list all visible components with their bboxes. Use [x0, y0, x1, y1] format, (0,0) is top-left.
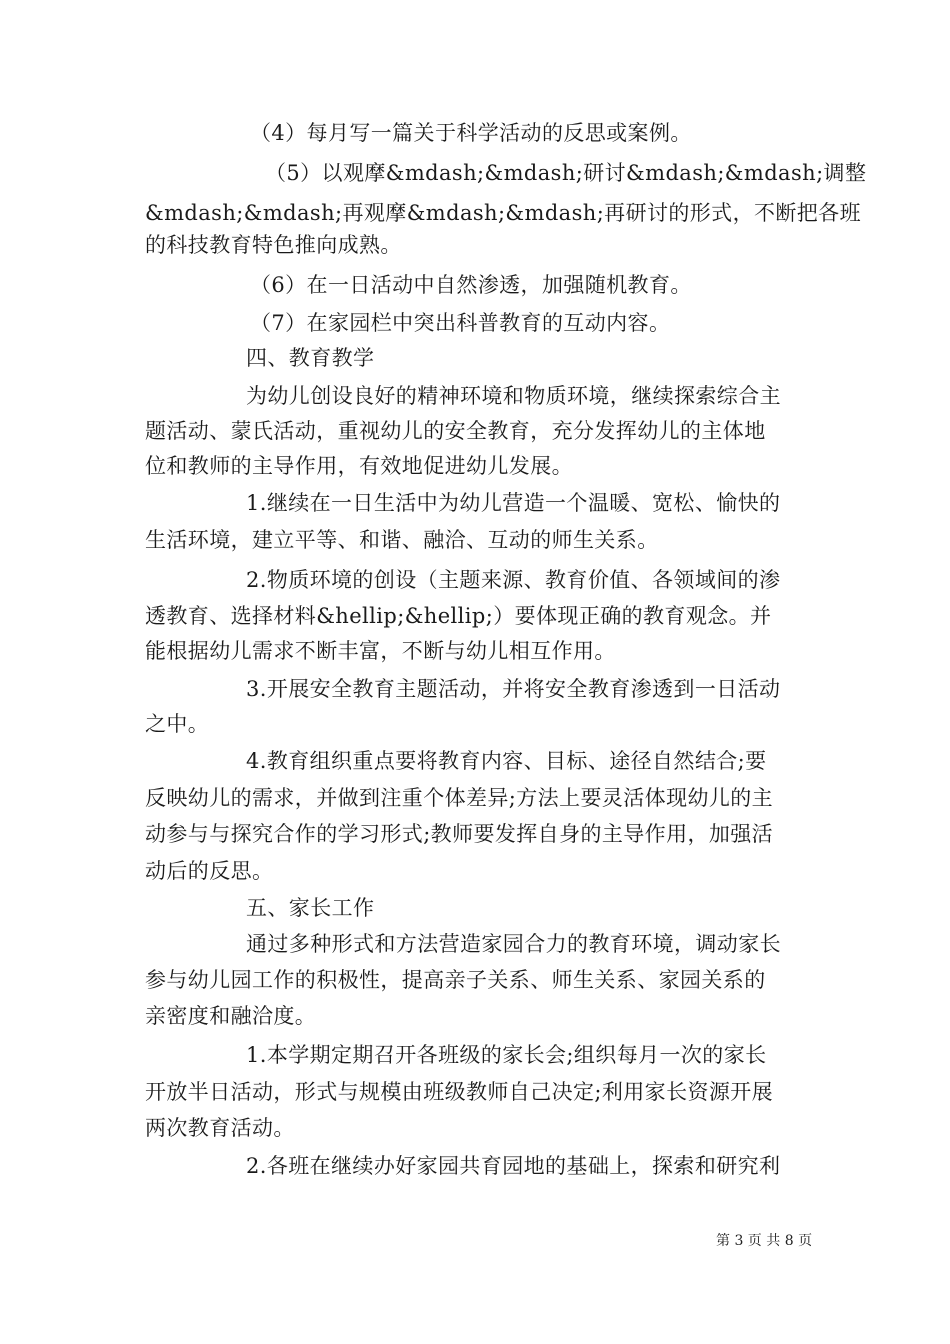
text-line: 动后的反思。 [145, 859, 274, 883]
text-line: 通过多种形式和方法营造家园合力的教育环境，调动家长 [246, 932, 781, 956]
text-line: 4.教育组织重点要将教育内容、目标、途径自然结合;要 [246, 749, 767, 773]
text-line: 两次教育活动。 [145, 1116, 295, 1140]
text-line: 1.本学期定期召开各班级的家长会;组织每月一次的家长 [246, 1043, 767, 1067]
text-line: 透教育、选择材料&hellip;&hellip;）要体现正确的教育观念。并 [145, 604, 772, 628]
text-line: &mdash;&mdash;再观摩&mdash;&mdash;再研讨的形式，不断把各班 [145, 201, 861, 225]
text-line: （7）在家园栏中突出科普教育的互动内容。 [250, 311, 671, 335]
text-line: 亲密度和融洽度。 [145, 1004, 317, 1028]
text-line: 能根据幼儿需求不断丰富，不断与幼儿相互作用。 [145, 639, 616, 663]
section-heading: 四、教育教学 [246, 346, 375, 370]
text-line: （6）在一日活动中自然渗透，加强随机教育。 [250, 273, 692, 297]
text-line: 参与幼儿园工作的积极性，提高亲子关系、师生关系、家园关系的 [145, 968, 766, 992]
section-heading: 五、家长工作 [246, 896, 375, 920]
text-line: 位和教师的主导作用，有效地促进幼儿发展。 [145, 454, 573, 478]
text-line: 题活动、蒙氏活动，重视幼儿的安全教育，充分发挥幼儿的主体地 [145, 419, 766, 443]
text-line: 之中。 [145, 712, 210, 736]
text-line: 生活环境，建立平等、和谐、融洽、互动的师生关系。 [145, 528, 659, 552]
text-line: 2.物质环境的创设（主题来源、教育价值、各领域间的渗 [246, 568, 781, 592]
text-line: 反映幼儿的需求，并做到注重个体差异;方法上要灵活体现幼儿的主 [145, 786, 774, 810]
text-line: 动参与与探究合作的学习形式;教师要发挥自身的主导作用，加强活 [145, 822, 774, 846]
text-line: 2.各班在继续办好家园共育园地的基础上，探索和研究利 [246, 1154, 781, 1178]
text-line: （5）以观摩&mdash;&mdash;研讨&mdash;&mdash;调整 [265, 161, 867, 185]
text-line: 的科技教育特色推向成熟。 [145, 233, 402, 257]
text-line: 开放半日活动，形式与规模由班级教师自己决定;利用家长资源开展 [145, 1080, 774, 1104]
text-line: 为幼儿创设良好的精神环境和物质环境，继续探索综合主 [246, 384, 781, 408]
text-line: （4）每月写一篇关于科学活动的反思或案例。 [250, 121, 692, 145]
page-number: 第 3 页 共 8 页 [716, 1233, 813, 1249]
text-line: 3.开展安全教育主题活动，并将安全教育渗透到一日活动 [246, 677, 781, 701]
text-line: 1.继续在一日生活中为幼儿营造一个温暖、宽松、愉快的 [246, 491, 781, 515]
